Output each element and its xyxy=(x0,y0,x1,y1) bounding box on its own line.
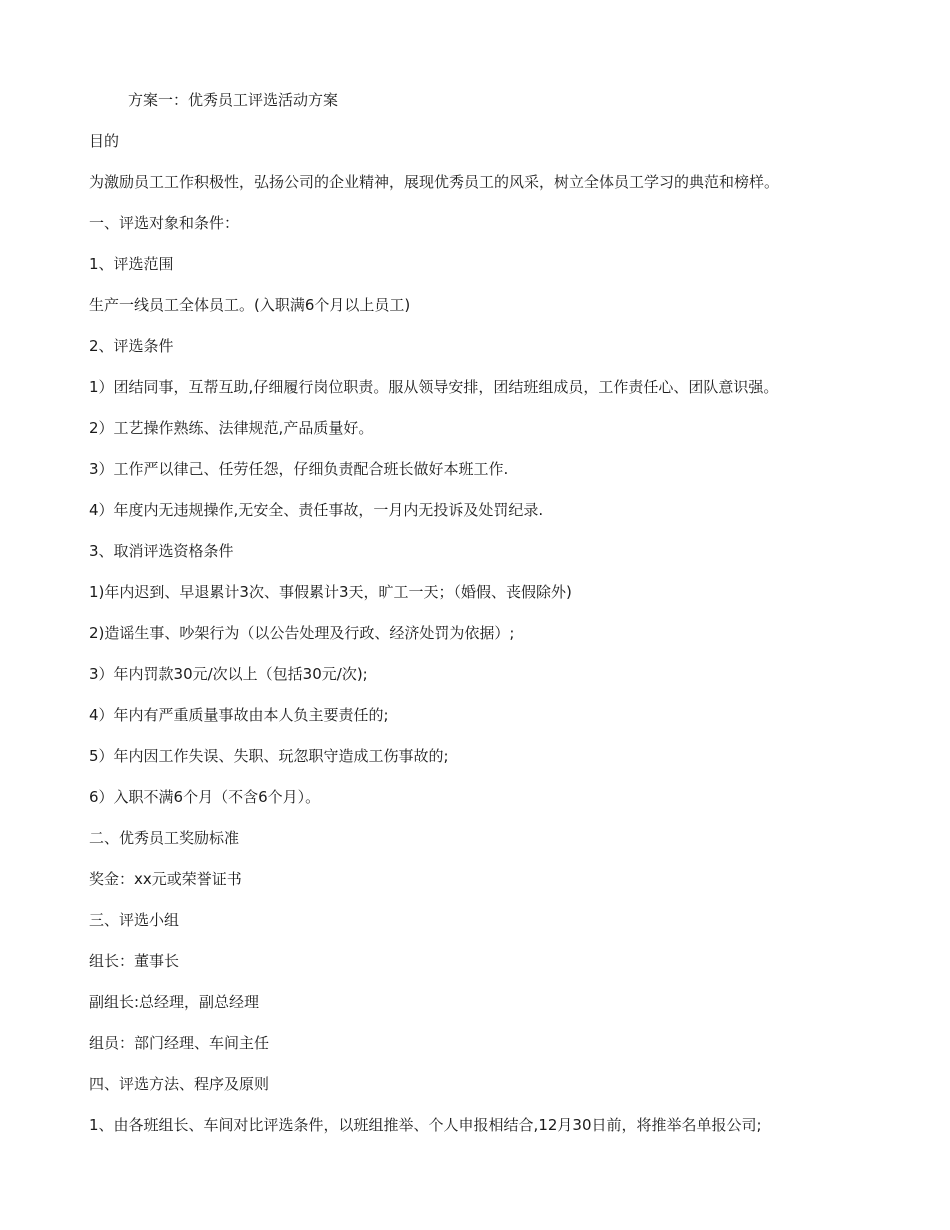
subsection-heading: 2、评选条件 xyxy=(89,337,174,355)
list-item: 4）年内有严重质量事故由本人负主要责任的; xyxy=(89,706,389,724)
section-heading: 一、评选对象和条件： xyxy=(89,214,240,232)
paragraph: 组长：董事长 xyxy=(89,952,180,970)
paragraph: 目的 xyxy=(89,132,120,150)
list-item: 2)造谣生事、吵架行为（以公告处理及行政、经济处罚为依据）; xyxy=(89,624,515,642)
subsection-heading: 3、取消评选资格条件 xyxy=(89,542,234,560)
list-item: 5）年内因工作失误、失职、玩忽职守造成工伤事故的; xyxy=(89,747,449,765)
section-heading: 四、评选方法、程序及原则 xyxy=(89,1075,270,1093)
paragraph: 生产一线员工全体员工。(入职满6个月以上员工) xyxy=(89,296,411,314)
list-item: 2）工艺操作熟练、法律规范,产品质量好。 xyxy=(89,419,374,437)
list-item: 6）入职不满6个月（不含6个月）。 xyxy=(89,788,321,806)
list-item: 3）工作严以律己、任劳任怨，仔细负责配合班长做好本班工作. xyxy=(89,460,509,478)
list-item: 1、由各班组长、车间对比评选条件，以班组推举、个人申报相结合,12月30日前，将推举名单报公司; xyxy=(89,1116,762,1134)
subsection-heading: 1、评选范围 xyxy=(89,255,174,273)
list-item: 1）团结同事，互帮互助,仔细履行岗位职责。服从领导安排，团结班组成员，工作责任心、团队意识强。 xyxy=(89,378,779,396)
section-heading: 二、优秀员工奖励标准 xyxy=(89,829,240,847)
paragraph: 副组长:总经理，副总经理 xyxy=(89,993,260,1011)
paragraph: 为激励员工工作积极性，弘扬公司的企业精神，展现优秀员工的风采，树立全体员工学习的典范和榜样。 xyxy=(89,173,780,191)
paragraph: 奖金：xx元或荣誉证书 xyxy=(89,870,242,888)
list-item: 4）年度内无违规操作,无安全、责任事故，一月内无投诉及处罚纪录. xyxy=(89,501,544,519)
list-item: 1)年内迟到、早退累计3次、事假累计3天，旷工一天；（婚假、丧假除外) xyxy=(89,583,572,601)
document-title: 方案一：优秀员工评选活动方案 xyxy=(128,91,339,109)
paragraph: 组员：部门经理、车间主任 xyxy=(89,1034,270,1052)
section-heading: 三、评选小组 xyxy=(89,911,180,929)
list-item: 3）年内罚款30元/次以上（包括30元/次); xyxy=(89,665,368,683)
